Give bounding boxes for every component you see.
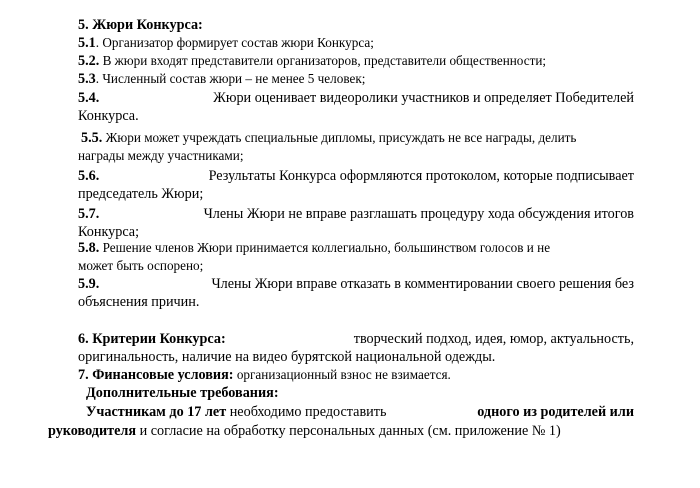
clause-number: 5.1 bbox=[78, 35, 96, 51]
clause-text: . Численный состав жюри – не менее 5 человек; bbox=[95, 71, 366, 86]
clause-number: 5.9. bbox=[78, 276, 100, 292]
clause-number: 5.3 bbox=[78, 71, 96, 87]
clause-text: Жюри может учреждать специальные дипломы, присуждать не все награды, делить bbox=[102, 130, 577, 145]
clause-number: 5.5. bbox=[81, 130, 103, 146]
clause-number: 5.4. bbox=[78, 90, 100, 106]
clause-5-7-line-2: Конкурса; bbox=[78, 224, 140, 240]
section-7 bbox=[78, 366, 451, 384]
clause-text: Члены Жюри вправе отказать в комментировании своего решения без bbox=[211, 276, 634, 292]
clause-5-8-line-2: может быть оспорено; bbox=[78, 258, 204, 273]
clause-5-3 bbox=[78, 70, 365, 88]
clause-5-9-line-1 bbox=[78, 275, 634, 293]
section-7-label: 7. Финансовые условия: bbox=[78, 367, 234, 383]
clause-5-4-line-2: Конкурса. bbox=[78, 108, 139, 124]
age-requirement: Участникам до 17 лет bbox=[86, 404, 227, 420]
section-6-label: 6. Критерии Конкурса: bbox=[78, 331, 226, 347]
clause-number: 5.2. bbox=[78, 53, 100, 69]
clause-5-8-line-1 bbox=[78, 239, 550, 257]
clause-5-9-line-2: объяснения причин. bbox=[78, 294, 200, 310]
clause-number: 5.8. bbox=[78, 240, 100, 256]
section-7-text: организационный взнос не взимается. bbox=[233, 367, 451, 382]
additional-requirements-line-1 bbox=[86, 403, 634, 421]
section-6-line-2: оригинальность, наличие на видео бурятской национальной одежды. bbox=[78, 349, 496, 365]
clause-text: Результаты Конкурса оформляются протоколом, которые подписывает bbox=[208, 168, 634, 184]
clause-number: 5.6. bbox=[78, 168, 100, 184]
clause-number: 5.7. bbox=[78, 206, 100, 222]
clause-text: . Организатор формирует состав жюри Конкурса; bbox=[95, 35, 374, 50]
section-6-text: творческий подход, идея, юмор, актуальность, bbox=[353, 331, 634, 347]
clause-text: В жюри входят представители организаторов, представители общественности; bbox=[99, 53, 547, 68]
clause-5-6-line-1 bbox=[78, 167, 634, 185]
clause-5-5-line-2: награды между участниками; bbox=[78, 148, 244, 163]
requirement-text: необходимо предоставить bbox=[226, 404, 387, 420]
clause-5-4-line-1 bbox=[78, 89, 634, 107]
clause-text: Члены Жюри не вправе разглашать процедуру хода обсуждения итогов bbox=[203, 206, 634, 222]
clause-5-2 bbox=[78, 52, 546, 70]
clause-5-7-line-1 bbox=[78, 205, 634, 223]
additional-requirements-heading: Дополнительные требования: bbox=[86, 385, 279, 401]
section-6-line-1 bbox=[78, 330, 634, 348]
clause-text: Жюри оценивает видеоролики участников и определяет Победителей bbox=[213, 90, 634, 106]
additional-requirements-line-2 bbox=[48, 422, 561, 440]
section-5-heading: 5. Жюри Конкурса: bbox=[78, 17, 203, 33]
parent-requirement: одного из родителей или bbox=[477, 404, 634, 420]
clause-5-6-line-2: председатель Жюри; bbox=[78, 186, 204, 202]
clause-text: Решение членов Жюри принимается коллегиально, большинством голосов и не bbox=[99, 240, 551, 255]
clause-5-5-line-1 bbox=[81, 129, 576, 147]
consent-text: и согласие на обработку персональных данных (см. приложение № 1) bbox=[136, 423, 561, 439]
clause-5-1 bbox=[78, 34, 374, 52]
supervisor-requirement: руководителя bbox=[48, 423, 137, 439]
